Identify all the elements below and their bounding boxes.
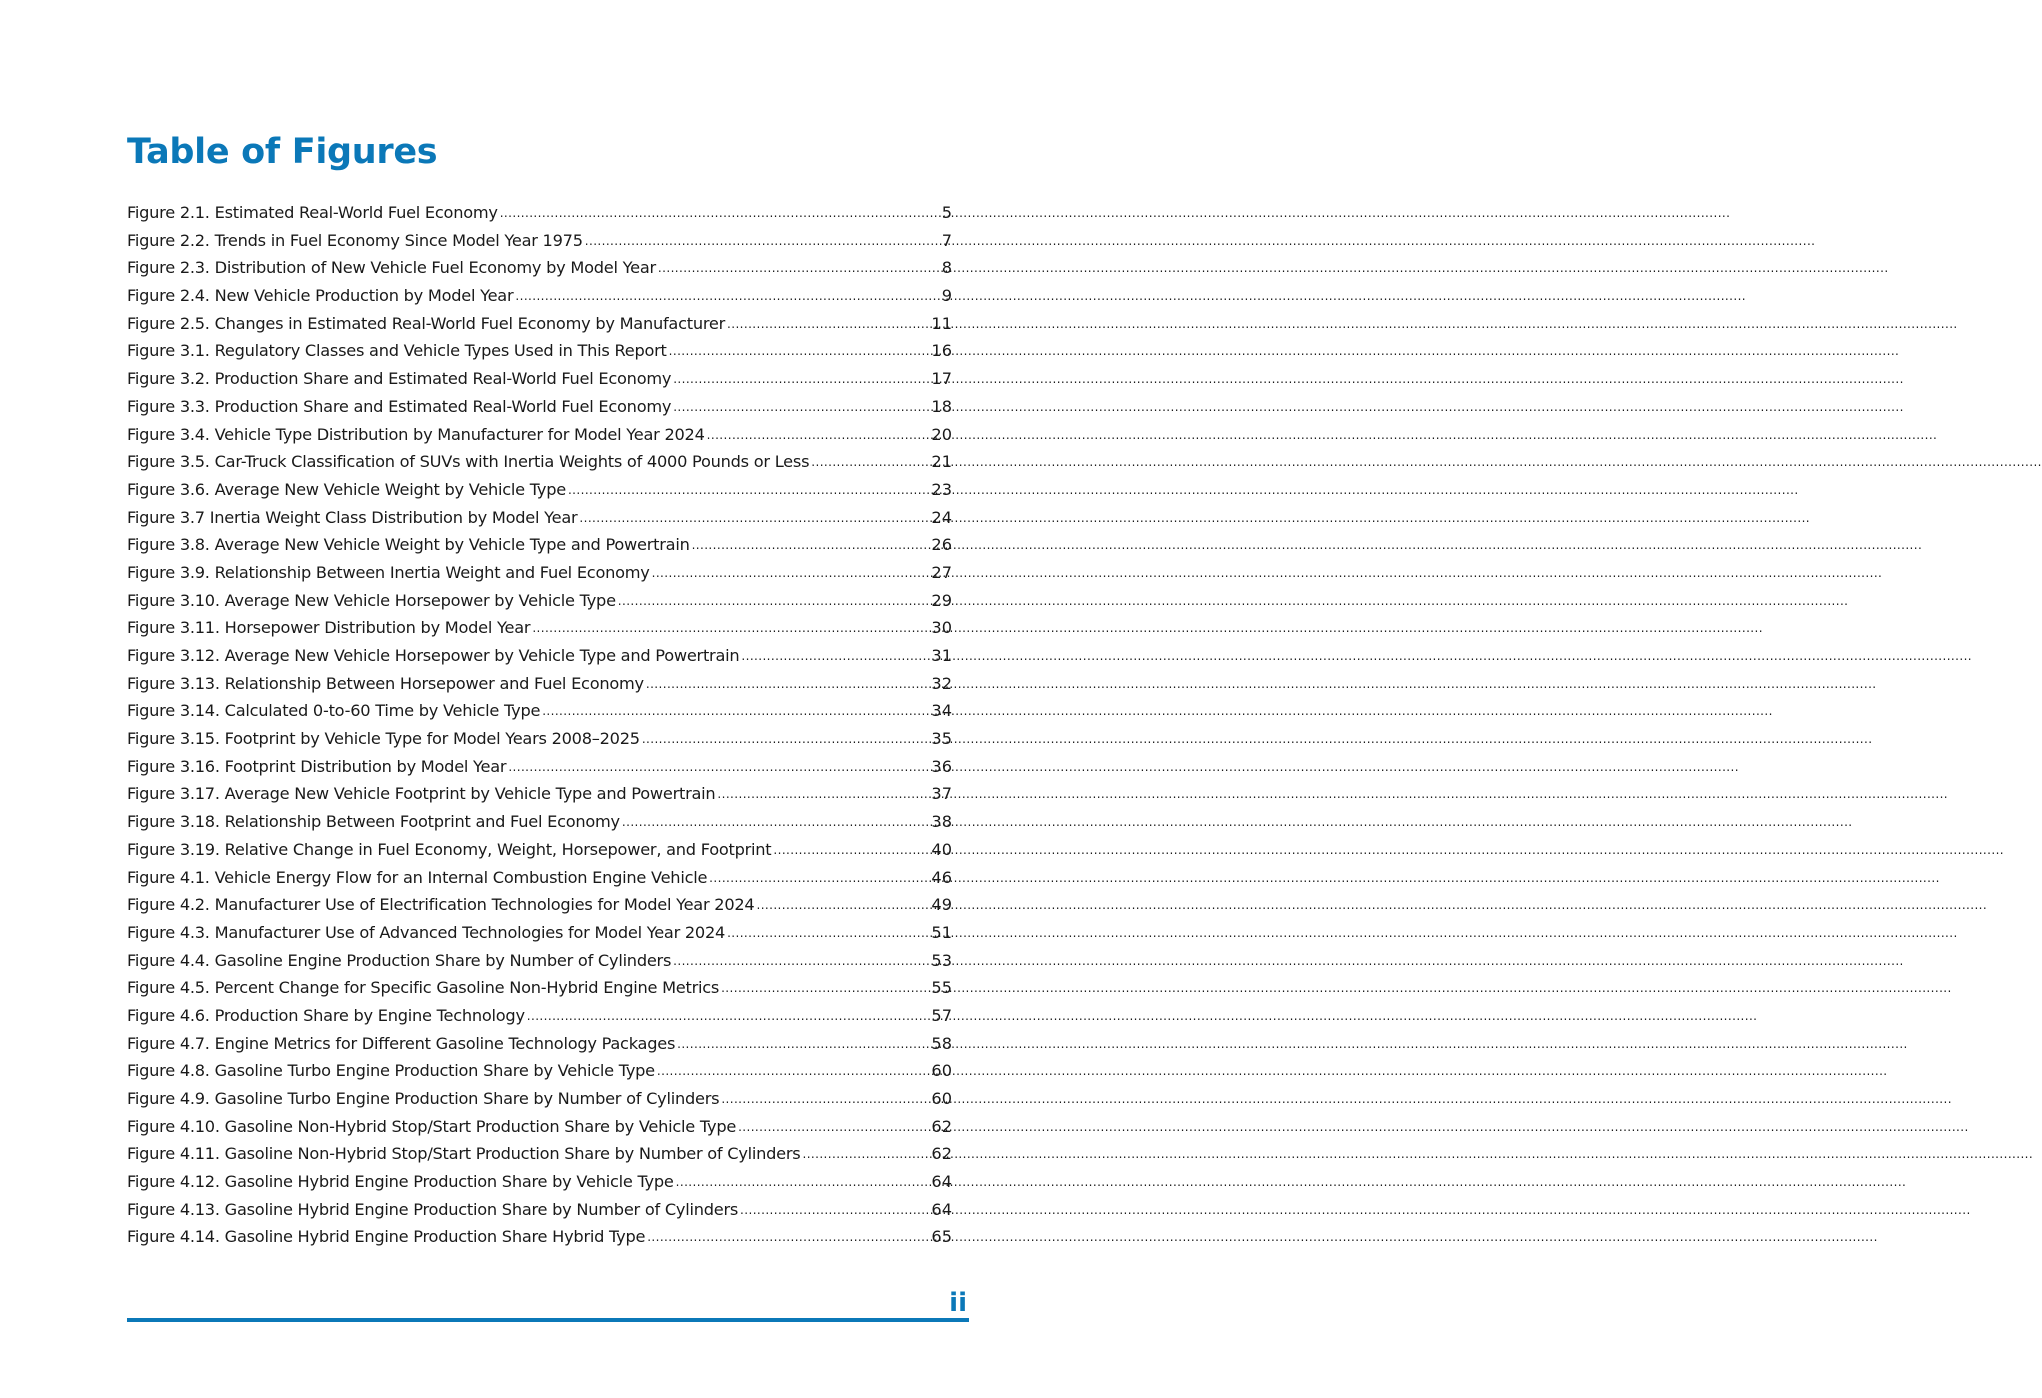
toc-entry[interactable] [127, 947, 952, 975]
toc-entry-page: 35 [931, 729, 952, 749]
toc-entry-page: 64 [931, 1199, 952, 1219]
toc-entry[interactable] [127, 476, 952, 504]
toc-entry[interactable] [127, 393, 952, 421]
toc-entry-page: 7 [941, 230, 952, 250]
toc-entry[interactable] [127, 448, 952, 476]
toc-entry-page: 30 [931, 618, 952, 638]
toc-dot-leader [673, 394, 930, 422]
toc-entry[interactable] [127, 1057, 952, 1085]
toc-entry-label: Figure 2.2. Trends in Fuel Economy Since Model Year 1975 [127, 230, 583, 250]
toc-dot-leader [741, 643, 930, 671]
toc-entry-page: 62 [931, 1144, 952, 1164]
toc-entry[interactable] [127, 199, 952, 227]
toc-entry[interactable] [127, 227, 952, 255]
toc-dot-leader [542, 698, 930, 726]
toc-entry[interactable] [127, 974, 952, 1002]
toc-entry-page: 57 [931, 1005, 952, 1025]
toc-entry-label: Figure 4.6. Production Share by Engine Technology [127, 1005, 525, 1025]
toc-entry[interactable] [127, 919, 952, 947]
toc-entry-page: 24 [931, 507, 952, 527]
toc-entry-label: Figure 2.4. New Vehicle Production by Model Year [127, 286, 514, 306]
toc-entry-page: 60 [931, 1089, 952, 1108]
toc-entry-label: Figure 4.8. Gasoline Turbo Engine Production Share by Vehicle Type [127, 1061, 655, 1081]
toc-dot-leader [642, 726, 931, 754]
toc-entry[interactable] [127, 864, 952, 892]
toc-entry-label: Figure 3.19. Relative Change in Fuel Economy, Weight, Horsepower, and Footprint [127, 839, 772, 859]
toc-entry-page: 51 [931, 922, 952, 942]
toc-dot-leader [585, 228, 941, 256]
toc-entry-label: Figure 4.2. Manufacturer Use of Electrification Technologies for Model Year 2024 [127, 895, 755, 915]
toc-entry-page: 8 [941, 258, 952, 278]
page-number: ii [949, 1288, 967, 1318]
toc-dot-leader [717, 781, 930, 809]
toc-entry-page: 49 [931, 895, 952, 915]
toc-dot-leader [622, 809, 931, 837]
toc-entry-label: Figure 3.16. Footprint Distribution by Model Year [127, 756, 507, 776]
toc-entry-label: Figure 3.11. Horsepower Distribution by Model Year [127, 618, 531, 638]
toc-entry[interactable] [127, 1196, 952, 1224]
toc-entry-page: 37 [931, 784, 952, 804]
page-title: Table of Figures [127, 132, 438, 172]
toc-entry-label: Figure 3.12. Average New Vehicle Horsepower by Vehicle Type and Powertrain [127, 646, 740, 665]
toc-dot-leader [515, 283, 940, 311]
toc-entry-label: Figure 4.9. Gasoline Turbo Engine Production Share by Number of Cylinders [127, 1089, 720, 1108]
toc-entry-label: Figure 4.5. Percent Change for Specific Gasoline Non-Hybrid Engine Metrics [127, 978, 720, 998]
toc-entry-label: Figure 3.6. Average New Vehicle Weight by Vehicle Type [127, 479, 566, 499]
toc-entry-page: 64 [931, 1172, 952, 1192]
toc-entry[interactable] [127, 1030, 952, 1058]
toc-dot-leader [618, 588, 931, 616]
toc-entry[interactable] [127, 780, 952, 808]
toc-dot-leader [673, 366, 930, 394]
toc-dot-leader [709, 865, 930, 893]
toc-entry-page: 38 [931, 812, 952, 832]
toc-entry-page: 40 [931, 839, 952, 859]
toc-entry-page: 55 [931, 978, 952, 998]
toc-entry[interactable] [127, 254, 952, 282]
toc-entry[interactable] [127, 642, 952, 670]
toc-entry[interactable] [127, 1223, 952, 1251]
toc-entry-page: 27 [931, 562, 952, 582]
toc-entry[interactable] [127, 1002, 952, 1030]
toc-dot-leader [647, 1224, 930, 1252]
toc-entry-page: 60 [931, 1061, 952, 1081]
toc-entry-label: Figure 3.18. Relationship Between Footprint and Fuel Economy [127, 812, 620, 832]
toc-entry-page: 9 [941, 286, 952, 306]
toc-entry-label: Figure 4.11. Gasoline Non-Hybrid Stop/Start Production Share by Number of Cylinders [127, 1144, 801, 1164]
toc-entry-page: 21 [931, 452, 952, 472]
toc-entry[interactable] [127, 1168, 952, 1196]
toc-entry-label: Figure 4.12. Gasoline Hybrid Engine Production Share by Vehicle Type [127, 1172, 674, 1192]
toc-dot-leader [692, 532, 931, 560]
toc-entry[interactable] [127, 1113, 952, 1141]
toc-entry-label: Figure 3.15. Footprint by Vehicle Type for Model Years 2008–2025 [127, 729, 640, 749]
toc-entry[interactable] [127, 365, 952, 393]
toc-dot-leader [658, 255, 941, 283]
toc-entry[interactable] [127, 836, 952, 864]
toc-entry-page: 18 [931, 396, 952, 416]
toc-dot-leader [721, 975, 930, 1003]
toc-entry-page: 17 [931, 369, 952, 389]
toc-entry-page: 62 [931, 1116, 952, 1136]
toc-dot-leader [508, 754, 930, 782]
toc-entry[interactable] [127, 421, 952, 449]
toc-entry[interactable] [127, 1140, 952, 1168]
toc-entry-page: 5 [941, 203, 952, 222]
toc-entry[interactable] [127, 531, 952, 559]
toc-entry-page: 29 [931, 590, 952, 610]
toc-entry[interactable] [127, 1085, 952, 1113]
toc-entry-label: Figure 4.13. Gasoline Hybrid Engine Production Share by Number of Cylinders [127, 1199, 739, 1219]
toc-entry-label: Figure 2.1. Estimated Real-World Fuel Economy [127, 203, 498, 222]
toc-entry-page: 26 [931, 535, 952, 555]
toc-dot-leader [740, 1197, 930, 1225]
toc-entry-label: Figure 4.4. Gasoline Engine Production Share by Number of Cylinders [127, 950, 672, 970]
toc-entry-label: Figure 4.7. Engine Metrics for Different Gasoline Technology Packages [127, 1033, 676, 1053]
toc-dot-leader [773, 837, 930, 865]
toc-entry[interactable] [127, 559, 952, 587]
toc-entry-label: Figure 3.4. Vehicle Type Distribution by Manufacturer for Model Year 2024 [127, 424, 705, 444]
toc-entry-label: Figure 3.5. Car-Truck Classification of SUVs with Inertia Weights of 4000 Pounds or Less [127, 452, 810, 472]
toc-entry-page: 53 [931, 950, 952, 970]
toc-dot-leader [721, 1086, 930, 1114]
toc-entry-page: 31 [931, 646, 952, 665]
toc-entry-label: Figure 3.14. Calculated 0-to-60 Time by Vehicle Type [127, 701, 541, 721]
toc-entry-label: Figure 3.9. Relationship Between Inertia Weight and Fuel Economy [127, 562, 650, 582]
toc-entry-label: Figure 3.17. Average New Vehicle Footprint by Vehicle Type and Powertrain [127, 784, 716, 804]
toc-entry-label: Figure 2.5. Changes in Estimated Real-World Fuel Economy by Manufacturer [127, 313, 726, 333]
toc-dot-leader [579, 505, 930, 533]
toc-entry[interactable] [127, 282, 952, 310]
toc-entry-label: Figure 4.10. Gasoline Non-Hybrid Stop/Start Production Share by Vehicle Type [127, 1116, 737, 1136]
toc-dot-leader [727, 920, 930, 948]
toc-entry-label: Figure 2.3. Distribution of New Vehicle Fuel Economy by Model Year [127, 258, 656, 278]
toc-entry-label: Figure 4.1. Vehicle Energy Flow for an Internal Combustion Engine Vehicle [127, 867, 708, 887]
toc-dot-leader [532, 615, 930, 643]
toc-entry-page: 36 [931, 756, 952, 776]
toc-dot-leader [657, 1058, 930, 1086]
toc-entry[interactable] [127, 337, 952, 365]
toc-entry-page: 46 [931, 867, 952, 887]
toc-entry-label: Figure 3.7 Inertia Weight Class Distribution by Model Year [127, 507, 578, 527]
toc-entry-page: 16 [931, 341, 952, 361]
toc-dot-leader [568, 477, 930, 505]
toc-dot-leader [673, 948, 930, 976]
toc-entry[interactable] [127, 725, 952, 753]
toc-entry[interactable] [127, 808, 952, 836]
table-of-figures-list [127, 199, 952, 1251]
toc-entry-page: 58 [931, 1033, 952, 1053]
toc-dot-leader [500, 200, 941, 228]
toc-entry[interactable] [127, 614, 952, 642]
toc-entry-label: Figure 3.2. Production Share and Estimated Real-World Fuel Economy [127, 369, 672, 389]
toc-dot-leader [727, 311, 930, 339]
toc-entry[interactable] [127, 504, 952, 532]
toc-entry-page: 32 [931, 673, 952, 693]
toc-dot-leader [652, 560, 931, 588]
toc-dot-leader [677, 1031, 930, 1059]
footer-rule [127, 1318, 969, 1322]
toc-entry-page: 11 [931, 313, 952, 333]
toc-entry[interactable] [127, 697, 952, 725]
toc-entry[interactable] [127, 587, 952, 615]
toc-dot-leader [811, 449, 930, 477]
toc-entry-page: 65 [931, 1227, 952, 1247]
toc-entry[interactable] [127, 670, 952, 698]
toc-entry[interactable] [127, 753, 952, 781]
toc-dot-leader [707, 422, 931, 450]
toc-dot-leader [738, 1114, 930, 1142]
toc-dot-leader [646, 671, 931, 699]
toc-dot-leader [756, 892, 930, 920]
toc-entry-label: Figure 3.8. Average New Vehicle Weight by Vehicle Type and Powertrain [127, 535, 690, 555]
toc-entry-label: Figure 4.14. Gasoline Hybrid Engine Production Share Hybrid Type [127, 1227, 646, 1247]
toc-dot-leader [527, 1003, 931, 1031]
toc-entry-page: 34 [931, 701, 952, 721]
toc-entry-label: Figure 3.3. Production Share and Estimated Real-World Fuel Economy [127, 396, 672, 416]
toc-entry-label: Figure 4.3. Manufacturer Use of Advanced Technologies for Model Year 2024 [127, 922, 726, 942]
toc-dot-leader [802, 1141, 930, 1169]
toc-entry-page: 20 [931, 424, 952, 444]
toc-entry[interactable] [127, 891, 952, 919]
toc-entry-label: Figure 3.13. Relationship Between Horsepower and Fuel Economy [127, 673, 644, 693]
toc-entry-label: Figure 3.10. Average New Vehicle Horsepower by Vehicle Type [127, 590, 616, 610]
toc-dot-leader [676, 1169, 931, 1197]
toc-entry-label: Figure 3.1. Regulatory Classes and Vehicle Types Used in This Report [127, 341, 667, 361]
toc-entry-page: 23 [931, 479, 952, 499]
toc-entry[interactable] [127, 310, 952, 338]
toc-dot-leader [669, 338, 931, 366]
